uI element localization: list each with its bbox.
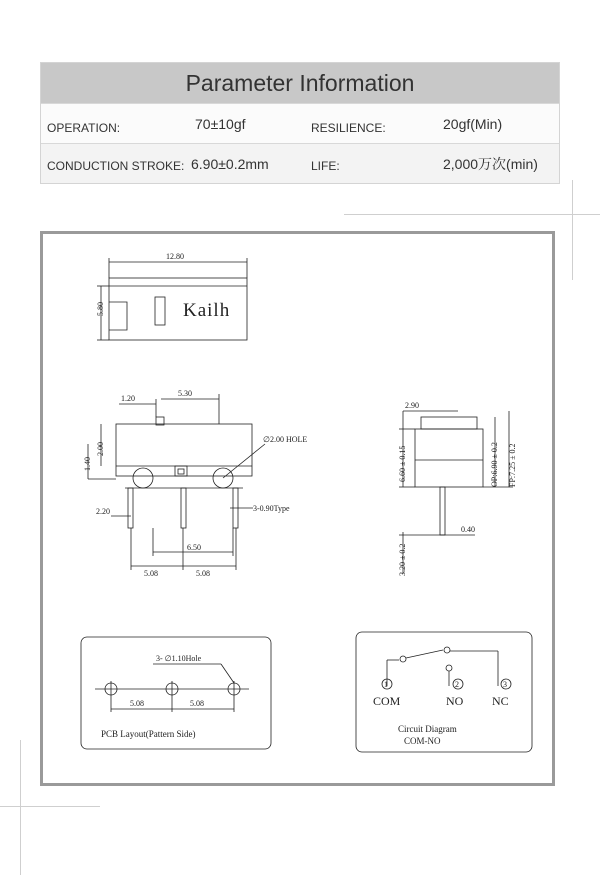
guide-line-bottom [0,806,100,807]
side-height-dim: 6.60 ± 0.15 [398,445,407,482]
nc-label: NC [492,694,509,708]
parameter-title: Parameter Information [41,63,559,103]
pcb-hole-note: 3- ∅1.10Hole [156,654,202,663]
pitch-span-dim: 6.50 [187,543,201,552]
parameter-row [41,103,559,143]
resilience-label: RESILIENCE: [311,120,386,135]
front-dim-top: 5.30 [178,389,192,398]
top-height-dim: 5.80 [96,302,105,316]
guide-line-top [344,214,600,215]
life-value: 2,000万次(min) [443,155,538,172]
circuit-caption-1: Circuit Diagram [398,724,457,734]
front-dim-height: 2.00 [96,442,105,456]
side-fp-dim: FP:7.25 ± 0.2 [508,443,517,487]
top-view-window [155,297,165,325]
conduction-stroke-value: 6.90±0.2mm [191,155,269,172]
operation-value: 70±10gf [195,115,246,132]
front-pitch-a: 5.08 [144,569,158,578]
side-view-pin [440,487,445,535]
side-view-plunger [421,417,477,429]
front-view-body [116,424,252,476]
circuit-diagram-panel [356,632,532,752]
side-view-body [415,429,483,487]
guide-line-top-vertical [572,180,573,280]
side-pin-length-dim: 3.20 ± 0.2 [398,543,407,576]
operation-label: OPERATION: [47,120,121,135]
top-view [97,258,247,340]
guide-line-bottom-vertical [20,740,21,875]
pin-offset-dim: 2.20 [96,507,110,516]
hole-label: ∅2.00 HOLE [263,435,308,444]
technical-drawing-frame [40,231,555,786]
pcb-layout-caption: PCB Layout(Pattern Side) [101,729,196,739]
side-width-dim: 2.90 [405,401,419,410]
pcb-pitch-b: 5.08 [190,699,204,708]
side-pin-width-dim: 0.40 [461,525,475,534]
pin-no [181,488,186,528]
pcb-pitch-a: 5.08 [130,699,144,708]
terminal-2-number: 2 [455,680,459,689]
resilience-value: 20gf(Min) [443,115,503,132]
no-label: NO [446,694,464,708]
front-dim-left: 1.20 [121,394,135,403]
life-label: LIFE: [311,158,340,173]
conduction-stroke-label: CONDUCTION STROKE: [47,158,185,173]
com-label: COM [373,694,401,708]
parameter-row [41,143,559,183]
circuit-caption-2: COM-NO [404,736,441,746]
terminal-1-number: 1 [384,680,388,689]
brand-label: Kailh [183,300,231,321]
technical-drawing [43,234,552,783]
front-view [88,394,265,570]
mounting-hole-left [133,468,153,488]
terminal-3-number: 3 [503,680,507,689]
side-view [399,411,513,574]
front-pitch-b: 5.08 [196,569,210,578]
side-op-dim: OP:6.90 ± 0.2 [490,442,499,487]
front-dim-offset: 1.40 [83,457,92,471]
pin-com [128,488,133,528]
pin-type-label: 3-0.90Type [253,504,290,513]
top-width-dim: 12.80 [166,252,184,261]
parameter-table [40,62,560,184]
